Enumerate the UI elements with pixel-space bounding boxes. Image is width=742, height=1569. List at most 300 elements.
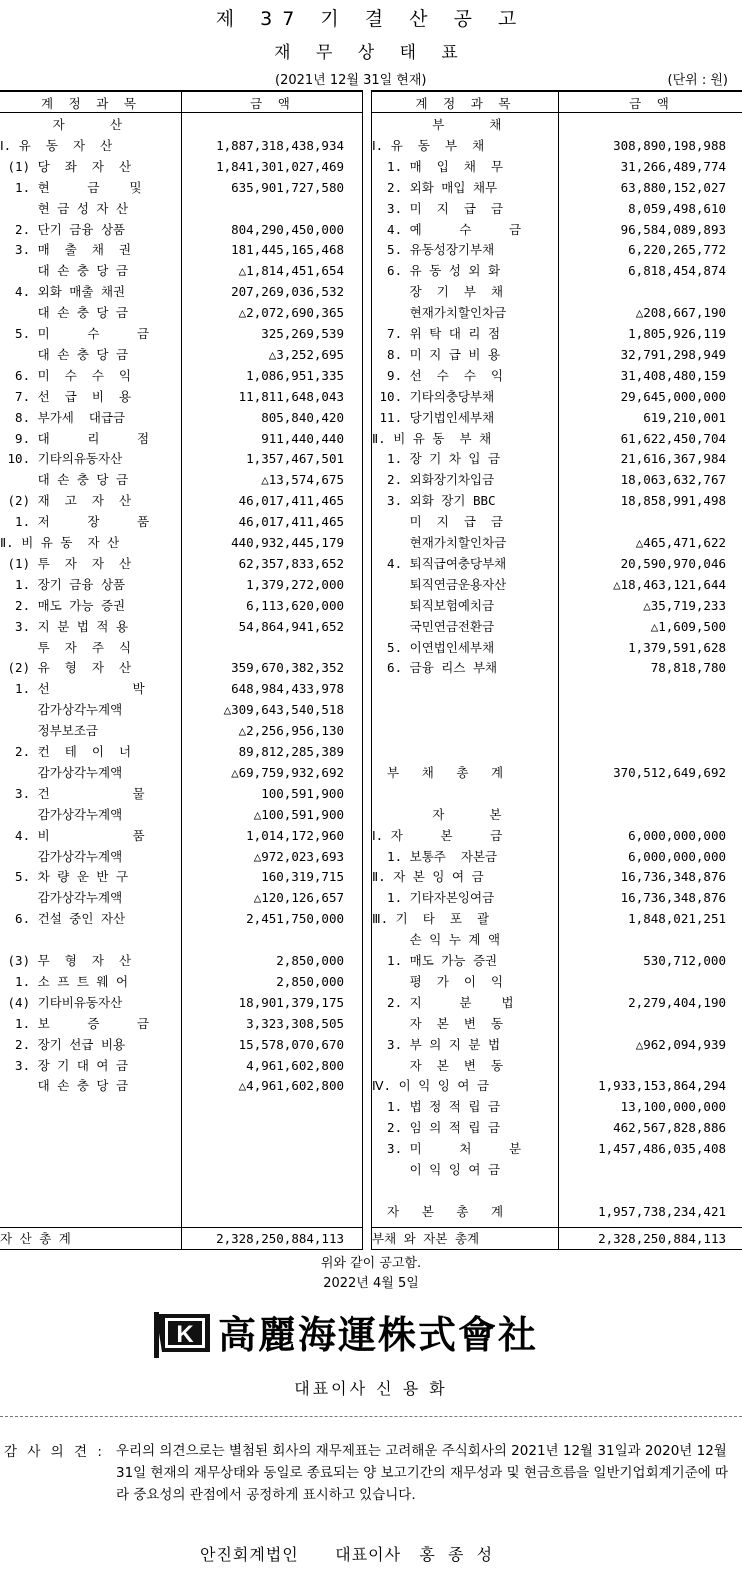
table-row bbox=[372, 825, 742, 846]
account-amount: 11,811,648,043 bbox=[238, 388, 344, 404]
account-amount: 100,591,900 bbox=[261, 785, 344, 801]
account-name: (2) 재 고 자 산 bbox=[0, 493, 132, 509]
account-name: 1. 저 장 품 bbox=[0, 514, 150, 530]
account-name: 9. 대 리 점 bbox=[0, 430, 150, 446]
account-name: 부 채 총 계 bbox=[372, 764, 504, 780]
table-row bbox=[372, 448, 742, 469]
account-name: (3) 무 형 자 산 bbox=[0, 953, 132, 968]
account-name: (1) 투 자 자 산 bbox=[0, 555, 132, 571]
account-name: 2. 장기 선급 비용 bbox=[0, 1036, 126, 1052]
table-row bbox=[372, 846, 742, 867]
table-row bbox=[0, 448, 362, 469]
header-account: 계 정 과 목 bbox=[415, 96, 515, 111]
account-amount: △208,667,190 bbox=[635, 305, 726, 321]
account-name: 4. 비 품 bbox=[0, 827, 145, 843]
account-name: 1. 보 증 금 bbox=[0, 1015, 150, 1031]
account-amount: △2,072,690,365 bbox=[238, 305, 344, 321]
table-row bbox=[372, 407, 742, 428]
account-name: Ⅳ. 이 익 잉 여 금 bbox=[372, 1078, 490, 1094]
account-name: 감가상각누계액 bbox=[0, 848, 123, 864]
table-row bbox=[0, 490, 362, 511]
account-amount: 804,290,450,000 bbox=[231, 221, 344, 237]
account-amount: 4,961,602,800 bbox=[246, 1057, 344, 1073]
account-name: 1. 소 프 트 웨 어 bbox=[0, 973, 129, 989]
account-amount: 6,000,000,000 bbox=[628, 848, 726, 864]
table-row bbox=[0, 741, 362, 762]
k-flag-icon bbox=[152, 1312, 212, 1358]
table-row bbox=[372, 720, 742, 741]
account-name: 5. 차 량 운 반 구 bbox=[0, 869, 129, 885]
account-name: 감가상각누계액 bbox=[0, 702, 123, 718]
account-name: 9. 선 수 수 익 bbox=[372, 367, 504, 383]
table-row bbox=[0, 511, 362, 532]
header-amount: 금 액 bbox=[250, 96, 294, 111]
table-row bbox=[0, 1013, 362, 1034]
currency-unit: (단위 : 원) bbox=[667, 73, 728, 88]
account-amount: 1,805,926,119 bbox=[628, 326, 726, 341]
table-row bbox=[372, 114, 742, 135]
account-amount: 31,408,480,159 bbox=[620, 367, 726, 383]
table-row bbox=[0, 553, 362, 574]
account-name: (1) 당 좌 자 산 bbox=[0, 158, 132, 174]
account-amount: 181,445,165,468 bbox=[231, 242, 344, 258]
account-name: 자 본 bbox=[372, 806, 502, 822]
document-title: 제 37 기 결 산 공 고 bbox=[215, 8, 527, 30]
table-row bbox=[0, 177, 362, 198]
account-name: 2. 매도 가능 증권 bbox=[0, 597, 126, 613]
table-row bbox=[372, 1138, 742, 1159]
account-amount: 61,622,450,704 bbox=[620, 430, 726, 446]
account-amount: 8,059,498,610 bbox=[628, 200, 726, 216]
account-amount: 89,812,285,389 bbox=[238, 744, 344, 759]
account-amount: △3,252,695 bbox=[268, 346, 344, 362]
table-row bbox=[0, 887, 362, 908]
account-amount: △100,591,900 bbox=[253, 806, 344, 822]
account-name: 1. 매도 가능 증권 bbox=[372, 953, 498, 968]
account-amount: △1,814,451,654 bbox=[238, 263, 344, 279]
account-amount: △465,471,622 bbox=[635, 535, 726, 550]
account-name: 감가상각누계액 bbox=[0, 890, 123, 906]
table-row bbox=[372, 1159, 742, 1180]
table-row bbox=[372, 783, 742, 804]
table-row bbox=[372, 281, 742, 302]
account-amount: △120,126,657 bbox=[253, 890, 344, 906]
table-row bbox=[0, 637, 362, 658]
table-row bbox=[372, 1055, 742, 1076]
account-name: 대 손 충 당 금 bbox=[0, 305, 129, 321]
table-row bbox=[372, 699, 742, 720]
table-row bbox=[372, 344, 742, 365]
account-name: (4) 기타비유동자산 bbox=[0, 994, 123, 1010]
account-amount: △69,759,932,692 bbox=[231, 764, 344, 780]
account-name: Ⅱ. 비 유 동 자 산 bbox=[0, 535, 120, 550]
account-amount: △972,023,693 bbox=[253, 848, 344, 864]
account-amount: △962,094,939 bbox=[635, 1036, 726, 1052]
table-row bbox=[372, 198, 742, 219]
table-row bbox=[0, 239, 362, 260]
account-name: Ⅰ. 유 동 자 산 bbox=[0, 137, 113, 153]
table-row bbox=[0, 574, 362, 595]
table-row bbox=[372, 595, 742, 616]
table-row bbox=[0, 407, 362, 428]
account-amount: △1,609,500 bbox=[650, 618, 726, 634]
table-row bbox=[0, 992, 362, 1013]
table-row bbox=[0, 595, 362, 616]
account-amount: 96,584,089,893 bbox=[620, 221, 726, 237]
account-name: 3. 미 처 분 bbox=[372, 1141, 522, 1157]
table-row bbox=[372, 908, 742, 929]
assets-total-row bbox=[0, 1227, 362, 1249]
table-row bbox=[372, 511, 742, 532]
account-amount: 1,841,301,027,469 bbox=[216, 158, 344, 174]
table-row bbox=[372, 156, 742, 177]
table-row bbox=[0, 804, 362, 825]
table-row bbox=[372, 887, 742, 908]
account-name: (2) 유 형 자 산 bbox=[0, 660, 132, 676]
company-logo bbox=[152, 1312, 612, 1362]
account-amount: 440,932,445,179 bbox=[231, 535, 344, 550]
liabilities-equity-table bbox=[371, 90, 742, 1250]
account-name: Ⅰ. 유 동 부 채 bbox=[372, 137, 485, 153]
account-name: 감가상각누계액 bbox=[0, 764, 123, 780]
account-amount: 370,512,649,692 bbox=[613, 764, 726, 780]
account-amount: △4,961,602,800 bbox=[238, 1078, 344, 1094]
account-amount: 462,567,828,886 bbox=[613, 1120, 726, 1136]
account-name: Ⅰ. 자 본 금 bbox=[372, 827, 503, 843]
account-name: 3. 건 물 bbox=[0, 785, 145, 801]
table-row bbox=[372, 929, 742, 950]
account-name: 4. 예 수 금 bbox=[372, 221, 522, 237]
table-row bbox=[372, 1201, 742, 1222]
table-row bbox=[0, 825, 362, 846]
auditor-signature: 안진회계법인 대표이사 홍 종 성 bbox=[200, 1545, 494, 1564]
account-amount: 6,220,265,772 bbox=[628, 242, 726, 258]
account-amount: 21,616,367,984 bbox=[620, 451, 726, 467]
table-row bbox=[372, 1180, 742, 1201]
table-row bbox=[372, 741, 742, 762]
total-amount: 2,328,250,884,113 bbox=[216, 1231, 344, 1246]
account-name: 2. 단기 금융 상품 bbox=[0, 221, 126, 237]
account-amount: 20,590,970,046 bbox=[620, 555, 726, 571]
table-row bbox=[372, 177, 742, 198]
account-amount: 1,848,021,251 bbox=[628, 911, 726, 927]
account-amount: 325,269,539 bbox=[261, 326, 344, 341]
account-name: 현재가치할인차금 bbox=[372, 535, 507, 550]
table-row bbox=[0, 428, 362, 449]
table-row bbox=[372, 804, 742, 825]
ceo-name: 대표이사 신 용 화 bbox=[294, 1379, 448, 1398]
account-name: 1. 장기 금융 상품 bbox=[0, 576, 126, 592]
table-row bbox=[372, 135, 742, 156]
account-name: 2. 컨 테 이 너 bbox=[0, 744, 132, 759]
account-amount: 1,014,172,960 bbox=[246, 827, 344, 843]
table-row bbox=[0, 929, 362, 950]
account-name: 2. 외화장기차입금 bbox=[372, 472, 495, 488]
account-name: 6. 유 동 성 외 화 bbox=[372, 263, 501, 279]
account-name: 1. 법 정 적 립 금 bbox=[372, 1099, 501, 1115]
account-amount: 78,818,780 bbox=[650, 660, 726, 676]
account-name: 2. 지 분 법 bbox=[372, 994, 514, 1010]
table-row bbox=[372, 553, 742, 574]
table-row bbox=[372, 260, 742, 281]
table-row bbox=[0, 386, 362, 407]
table-row bbox=[0, 783, 362, 804]
table-row bbox=[0, 1034, 362, 1055]
account-amount: 15,578,070,670 bbox=[238, 1036, 344, 1052]
account-name: 자 본 변 동 bbox=[372, 1015, 504, 1031]
table-row bbox=[372, 866, 742, 887]
account-name: 5. 미 수 금 bbox=[0, 326, 150, 341]
account-amount: 530,712,000 bbox=[643, 953, 726, 968]
table-row bbox=[372, 1013, 742, 1034]
account-amount: 1,933,153,864,294 bbox=[598, 1078, 726, 1094]
account-name: 자 본 변 동 bbox=[372, 1057, 504, 1073]
account-name: Ⅲ. 기 타 포 괄 bbox=[372, 911, 490, 927]
table-row bbox=[0, 135, 362, 156]
table-row bbox=[372, 239, 742, 260]
account-amount: 16,736,348,876 bbox=[620, 890, 726, 906]
account-name: 3. 외화 장기 BBC bbox=[372, 493, 496, 509]
account-name: 정부보조금 bbox=[0, 723, 99, 739]
account-amount: 619,210,001 bbox=[643, 409, 726, 425]
account-amount: 16,736,348,876 bbox=[620, 869, 726, 885]
table-row bbox=[0, 156, 362, 177]
company-name: 高麗海運株式會社 bbox=[218, 1312, 539, 1357]
account-name: 1. 기타자본잉여금 bbox=[372, 890, 495, 906]
account-name: 현 금 성 자 산 bbox=[0, 200, 129, 216]
account-name: 현재가치할인차금 bbox=[372, 305, 507, 321]
table-row bbox=[0, 1075, 362, 1096]
account-name: 대 손 충 당 금 bbox=[0, 472, 129, 488]
table-row bbox=[372, 616, 742, 637]
account-amount: 6,113,620,000 bbox=[246, 597, 344, 613]
account-name: 평 가 이 익 bbox=[372, 973, 504, 989]
account-name: 11. 당기법인세부채 bbox=[372, 409, 495, 425]
account-name: 2. 외화 매입 채무 bbox=[372, 179, 498, 195]
table-row bbox=[372, 532, 742, 553]
account-name: 퇴직연금운용자산 bbox=[372, 576, 507, 592]
account-amount: 18,858,991,498 bbox=[620, 493, 726, 509]
account-name: 자 본 총 계 bbox=[372, 1203, 504, 1219]
account-amount: 46,017,411,465 bbox=[238, 514, 344, 530]
account-amount: △35,719,233 bbox=[643, 597, 726, 613]
account-amount: 18,063,632,767 bbox=[620, 472, 726, 488]
account-amount: 1,086,951,335 bbox=[246, 367, 344, 383]
account-amount: 1,957,738,234,421 bbox=[598, 1203, 726, 1219]
table-row bbox=[0, 908, 362, 929]
document-subtitle: 재 무 상 태 표 bbox=[274, 43, 468, 63]
account-name: 대 손 충 당 금 bbox=[0, 346, 129, 362]
table-row bbox=[372, 1117, 742, 1138]
account-name: 3. 미 지 급 금 bbox=[372, 200, 504, 216]
account-amount: △309,643,540,518 bbox=[223, 702, 344, 718]
table-row bbox=[372, 637, 742, 658]
table-row bbox=[0, 198, 362, 219]
table-row bbox=[0, 678, 362, 699]
table-row bbox=[372, 1075, 742, 1096]
table-row bbox=[0, 762, 362, 783]
account-name: 6. 건설 중인 자산 bbox=[0, 911, 126, 927]
account-name: 손 익 누 계 액 bbox=[372, 932, 501, 948]
account-name: 2. 임 의 적 립 금 bbox=[372, 1120, 501, 1136]
account-name: 1. 보통주 자본금 bbox=[372, 848, 498, 864]
account-amount: 6,818,454,874 bbox=[628, 263, 726, 279]
audit-opinion: 우리의 의견으로는 별첨된 회사의 재무제표는 고려해운 주식회사의 2021년 12월 31일과 2020년 12월 31일 현재의 재무상태와 동일로 종료되는 양 보고기간의 재무성과 및 현금흐름을 일반기업회계기준에 따라 중요성의 관점에서 공정하게 표시하고 있습니다. bbox=[116, 1443, 729, 1503]
account-name: Ⅱ. 비 유 동 부 채 bbox=[372, 430, 492, 446]
table-row bbox=[372, 490, 742, 511]
table-row bbox=[0, 1055, 362, 1076]
account-name: 6. 금융 리스 부채 bbox=[372, 660, 498, 676]
table-row bbox=[0, 281, 362, 302]
svg-text:K: K bbox=[176, 1321, 194, 1348]
account-name: 이 익 잉 여 금 bbox=[372, 1162, 501, 1177]
table-row bbox=[372, 219, 742, 240]
table-header bbox=[372, 92, 742, 113]
announcement-note: 위와 같이 공고함. bbox=[320, 1256, 422, 1271]
divider bbox=[0, 1416, 742, 1417]
table-row bbox=[372, 386, 742, 407]
account-amount: 54,864,941,652 bbox=[238, 618, 344, 634]
header-amount: 금 액 bbox=[629, 96, 673, 111]
liabilities-equity-total-row bbox=[372, 1227, 742, 1249]
account-amount: 13,100,000,000 bbox=[620, 1099, 726, 1115]
table-row bbox=[372, 971, 742, 992]
assets-table bbox=[0, 90, 363, 1250]
account-amount: 32,791,298,949 bbox=[620, 346, 726, 362]
account-name: 자 산 bbox=[0, 117, 122, 132]
table-row bbox=[0, 866, 362, 887]
table-row bbox=[0, 260, 362, 281]
account-name: 4. 외화 매출 채권 bbox=[0, 284, 126, 300]
table-row bbox=[372, 323, 742, 344]
account-name: 1. 매 입 채 무 bbox=[372, 158, 504, 174]
report-date: (2021년 12월 31일 현재) bbox=[275, 73, 427, 88]
account-name: 감가상각누계액 bbox=[0, 806, 123, 822]
table-row bbox=[0, 971, 362, 992]
account-name: 투 자 주 식 bbox=[0, 639, 132, 655]
total-label: 부채 와 자본 총계 bbox=[372, 1231, 480, 1246]
account-name: 3. 지 분 법 적 용 bbox=[0, 618, 129, 634]
account-name: 7. 선 급 비 용 bbox=[0, 388, 132, 404]
account-name: 6. 미 수 수 익 bbox=[0, 367, 132, 383]
account-name: 10. 기타의유동자산 bbox=[0, 451, 123, 467]
table-row bbox=[0, 114, 362, 135]
table-row bbox=[0, 532, 362, 553]
account-name: 대 손 충 당 금 bbox=[0, 1078, 129, 1094]
table-row bbox=[0, 846, 362, 867]
account-name: 4. 퇴직급여충당부채 bbox=[372, 555, 507, 571]
total-amount: 2,328,250,884,113 bbox=[598, 1231, 726, 1246]
account-name: 1. 장 기 차 입 금 bbox=[372, 451, 501, 467]
account-amount: 1,379,591,628 bbox=[628, 639, 726, 655]
account-amount: 648,984,433,978 bbox=[231, 681, 344, 697]
table-row bbox=[372, 428, 742, 449]
account-name: 5. 이연법인세부채 bbox=[372, 639, 495, 655]
table-row bbox=[0, 344, 362, 365]
account-amount: 1,887,318,438,934 bbox=[216, 137, 344, 153]
account-amount: 207,269,036,532 bbox=[231, 284, 344, 300]
table-row bbox=[372, 992, 742, 1013]
account-amount: 2,451,750,000 bbox=[246, 911, 344, 927]
account-amount: 2,279,404,190 bbox=[628, 994, 726, 1010]
account-amount: 62,357,833,652 bbox=[238, 555, 344, 571]
account-amount: 2,850,000 bbox=[276, 953, 344, 968]
account-amount: △13,574,675 bbox=[261, 472, 344, 488]
table-row bbox=[0, 720, 362, 741]
account-amount: 31,266,489,774 bbox=[620, 158, 726, 174]
account-amount: △2,256,956,130 bbox=[238, 723, 344, 739]
account-name: 10. 기타의충당부채 bbox=[372, 388, 495, 404]
table-row bbox=[372, 469, 742, 490]
account-name: 장 기 부 채 bbox=[372, 284, 504, 300]
account-amount: 911,440,440 bbox=[261, 430, 344, 446]
account-amount: 1,457,486,035,408 bbox=[598, 1141, 726, 1157]
account-name: 국민연금전환금 bbox=[372, 618, 495, 634]
audit-label: 감 사 의 견 : bbox=[4, 1444, 105, 1460]
table-row bbox=[0, 469, 362, 490]
total-label: 자 산 총 계 bbox=[0, 1231, 71, 1246]
account-amount: 29,645,000,000 bbox=[620, 388, 726, 404]
table-row bbox=[0, 302, 362, 323]
account-name: 1. 선 박 bbox=[0, 681, 145, 697]
table-row bbox=[0, 219, 362, 240]
account-name: 1. 현 금 및 bbox=[0, 179, 142, 195]
account-amount: 1,379,272,000 bbox=[246, 576, 344, 592]
header-account: 계 정 과 목 bbox=[41, 96, 140, 111]
table-row bbox=[372, 365, 742, 386]
account-name: 8. 부가세 대급금 bbox=[0, 409, 126, 425]
account-name: 퇴직보험예치금 bbox=[372, 597, 495, 613]
table-row bbox=[372, 950, 742, 971]
account-name: 3. 장 기 대 여 금 bbox=[0, 1057, 129, 1073]
account-name: 3. 매 출 채 권 bbox=[0, 242, 132, 258]
table-row bbox=[372, 1096, 742, 1117]
table-row bbox=[372, 1034, 742, 1055]
account-name: 7. 위 탁 대 리 점 bbox=[372, 326, 501, 341]
account-amount: 805,840,420 bbox=[261, 409, 344, 425]
table-row bbox=[0, 365, 362, 386]
account-amount: △18,463,121,644 bbox=[613, 576, 726, 592]
account-amount: 160,319,715 bbox=[261, 869, 344, 885]
account-amount: 2,850,000 bbox=[276, 973, 344, 989]
account-amount: 63,880,152,027 bbox=[620, 179, 726, 195]
account-amount: 6,000,000,000 bbox=[628, 827, 726, 843]
account-amount: 308,890,198,988 bbox=[613, 137, 726, 153]
table-row bbox=[372, 574, 742, 595]
table-row bbox=[372, 302, 742, 323]
account-amount: 635,901,727,580 bbox=[231, 179, 344, 195]
table-row bbox=[372, 678, 742, 699]
table-row bbox=[0, 323, 362, 344]
table-header bbox=[0, 92, 362, 113]
announcement-date: 2022년 4월 5일 bbox=[323, 1276, 419, 1291]
account-amount: 18,901,379,175 bbox=[238, 994, 344, 1010]
account-amount: 3,323,308,505 bbox=[246, 1015, 344, 1031]
account-amount: 46,017,411,465 bbox=[238, 493, 344, 509]
table-row bbox=[0, 616, 362, 637]
account-name: 미 지 급 금 bbox=[372, 514, 504, 530]
account-amount: 359,670,382,352 bbox=[231, 660, 344, 676]
account-name: 5. 유동성장기부채 bbox=[372, 242, 495, 258]
table-row bbox=[0, 657, 362, 678]
account-name: 3. 부 의 지 분 법 bbox=[372, 1036, 501, 1052]
table-row bbox=[0, 950, 362, 971]
account-name: 8. 미 지 급 비 용 bbox=[372, 346, 501, 362]
account-amount: 1,357,467,501 bbox=[246, 451, 344, 467]
account-name: Ⅱ. 자 본 잉 여 금 bbox=[372, 869, 484, 885]
account-name: 부 채 bbox=[372, 117, 502, 132]
table-row bbox=[372, 762, 742, 783]
